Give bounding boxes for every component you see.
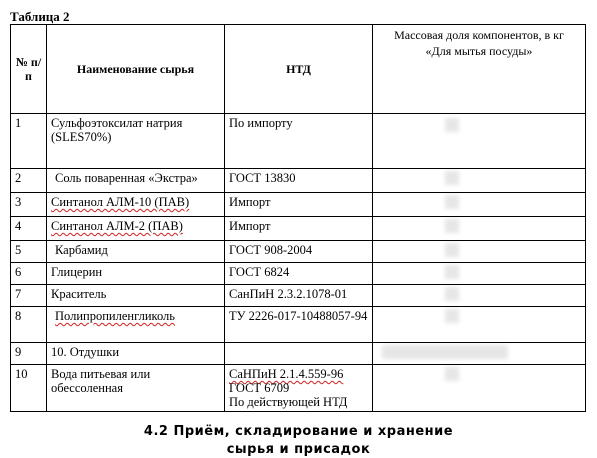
redacted-value [445,195,459,209]
table-row [11,241,586,263]
raw-materials-table [10,24,586,412]
row-ntd: Импорт [225,193,373,217]
row-material: Карбамид [47,241,225,263]
redacted-value [445,309,459,323]
row-ntd [225,365,373,412]
row-ntd: ТУ 2226-017-10488057-94 [225,307,373,343]
table-row [11,307,586,343]
row-material [47,307,225,343]
row-num: 3 [11,193,47,217]
table-row [11,343,586,365]
material-name: Синтанол АЛМ-2 (ПАВ) [51,219,183,233]
row-num: 4 [11,217,47,241]
ntd-line: По действующей НТД [229,395,348,409]
table-row [11,217,586,241]
row-mass-value [373,285,586,307]
row-mass-value [373,307,586,343]
header-material-name: Наименование сырья [47,25,225,114]
row-ntd [225,343,373,365]
header-mass-sublabel: «Для мытья посуды» [425,44,533,58]
redacted-value [445,219,459,233]
redacted-value [445,367,459,381]
row-mass-value [373,241,586,263]
ntd-line: ГОСТ 6709 [229,381,290,395]
row-ntd: ГОСТ 13830 [225,169,373,193]
table-row [11,263,586,285]
row-num: 8 [11,307,47,343]
redacted-value [445,243,459,257]
section-title-line2: сырья и присадок [226,442,371,457]
row-material: Вода питьевая или обессоленная [47,365,225,412]
row-material: Соль поваренная «Экстра» [47,169,225,193]
row-ntd: По импорту [225,114,373,169]
row-num: 9 [11,343,47,365]
row-material: Глицерин [47,263,225,285]
row-material [47,193,225,217]
row-ntd: Импорт [225,217,373,241]
redacted-value [445,171,459,185]
header-mass-fraction [373,25,586,114]
table-caption: Таблица 2 [10,9,70,24]
table-row [11,114,586,169]
row-num: 1 [11,114,47,169]
section-title-line1: 4.2 Приём, складирование и хранение [143,424,454,439]
row-mass-value [373,169,586,193]
row-num: 2 [11,169,47,193]
table-row [11,169,586,193]
row-num: 10 [11,365,47,412]
header-num: № п/п [11,25,47,114]
row-mass-value [373,263,586,285]
ntd-line [229,367,368,381]
row-num: 6 [11,263,47,285]
header-ntd: НТД [225,25,373,114]
row-material: Сульфоэтоксилат натрия (SLES70%) [47,114,225,169]
row-material: 10. Отдушки [47,343,225,365]
table-header-row [11,25,586,114]
row-mass-value [373,365,586,412]
header-mass-label: Массовая доля компонентов, в кг [394,28,564,42]
table-row [11,365,586,412]
redacted-value [382,345,508,359]
row-material: Краситель [47,285,225,307]
row-num: 5 [11,241,47,263]
row-ntd: СанПиН 2.3.2.1078-01 [225,285,373,307]
material-name: Полипропиленгликоль [55,309,175,323]
row-mass-value [373,193,586,217]
ntd-text: СаНПиН 2.1.4.559-96 [229,367,344,381]
row-num: 7 [11,285,47,307]
row-ntd: ГОСТ 908-2004 [225,241,373,263]
redacted-value [445,287,459,301]
row-mass-value [373,217,586,241]
row-mass-value [373,114,586,169]
row-ntd: ГОСТ 6824 [225,263,373,285]
table-row [11,285,586,307]
redacted-value [445,265,459,279]
table-row [11,193,586,217]
redacted-value [445,118,459,132]
row-mass-value [373,343,586,365]
material-name: Синтанол АЛМ-10 (ПАВ) [51,195,190,209]
row-material [47,217,225,241]
